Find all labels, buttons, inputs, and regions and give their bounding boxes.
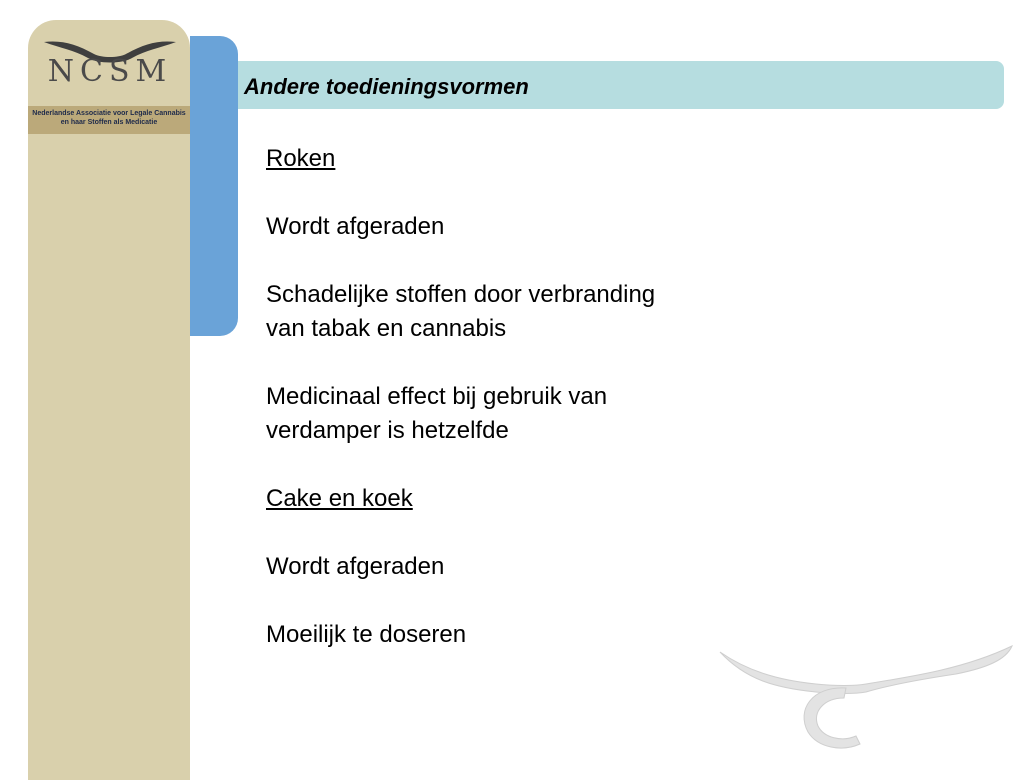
spacer-line <box>266 516 766 550</box>
body-line: van tabak en cannabis <box>266 315 507 342</box>
body-line: Schadelijke stoffen door verbranding <box>266 281 656 308</box>
logo-tagline-line2: en haar Stoffen als Medicatie <box>60 119 158 126</box>
logo-text: NCSM <box>47 54 173 89</box>
section-heading: Roken <box>266 145 336 172</box>
ncsm-logo <box>28 20 190 106</box>
slide-content <box>266 142 766 652</box>
spacer-line <box>266 244 766 278</box>
ncsm-watermark-icon <box>716 640 1016 760</box>
logo-tagline <box>28 106 190 134</box>
section-heading: Cake en koek <box>266 485 413 512</box>
logo-tagline-line1: Nederlandse Associatie voor Legale Cannabis <box>32 110 186 117</box>
sidebar <box>28 20 190 780</box>
spacer-line <box>266 584 766 618</box>
body-line: verdamper is hetzelfde <box>266 417 509 444</box>
body-line: Medicinaal effect bij gebruik van <box>266 383 608 410</box>
body-line: Wordt afgeraden <box>266 553 445 580</box>
title-bar <box>238 61 1004 109</box>
slide-title: Andere toedieningsvormen <box>244 74 529 99</box>
spacer-line <box>266 176 766 210</box>
body-line: Wordt afgeraden <box>266 213 445 240</box>
blue-accent-tab <box>190 36 238 336</box>
spacer-line <box>266 448 766 482</box>
body-line: Moeilijk te doseren <box>266 621 467 648</box>
spacer-line <box>266 346 766 380</box>
